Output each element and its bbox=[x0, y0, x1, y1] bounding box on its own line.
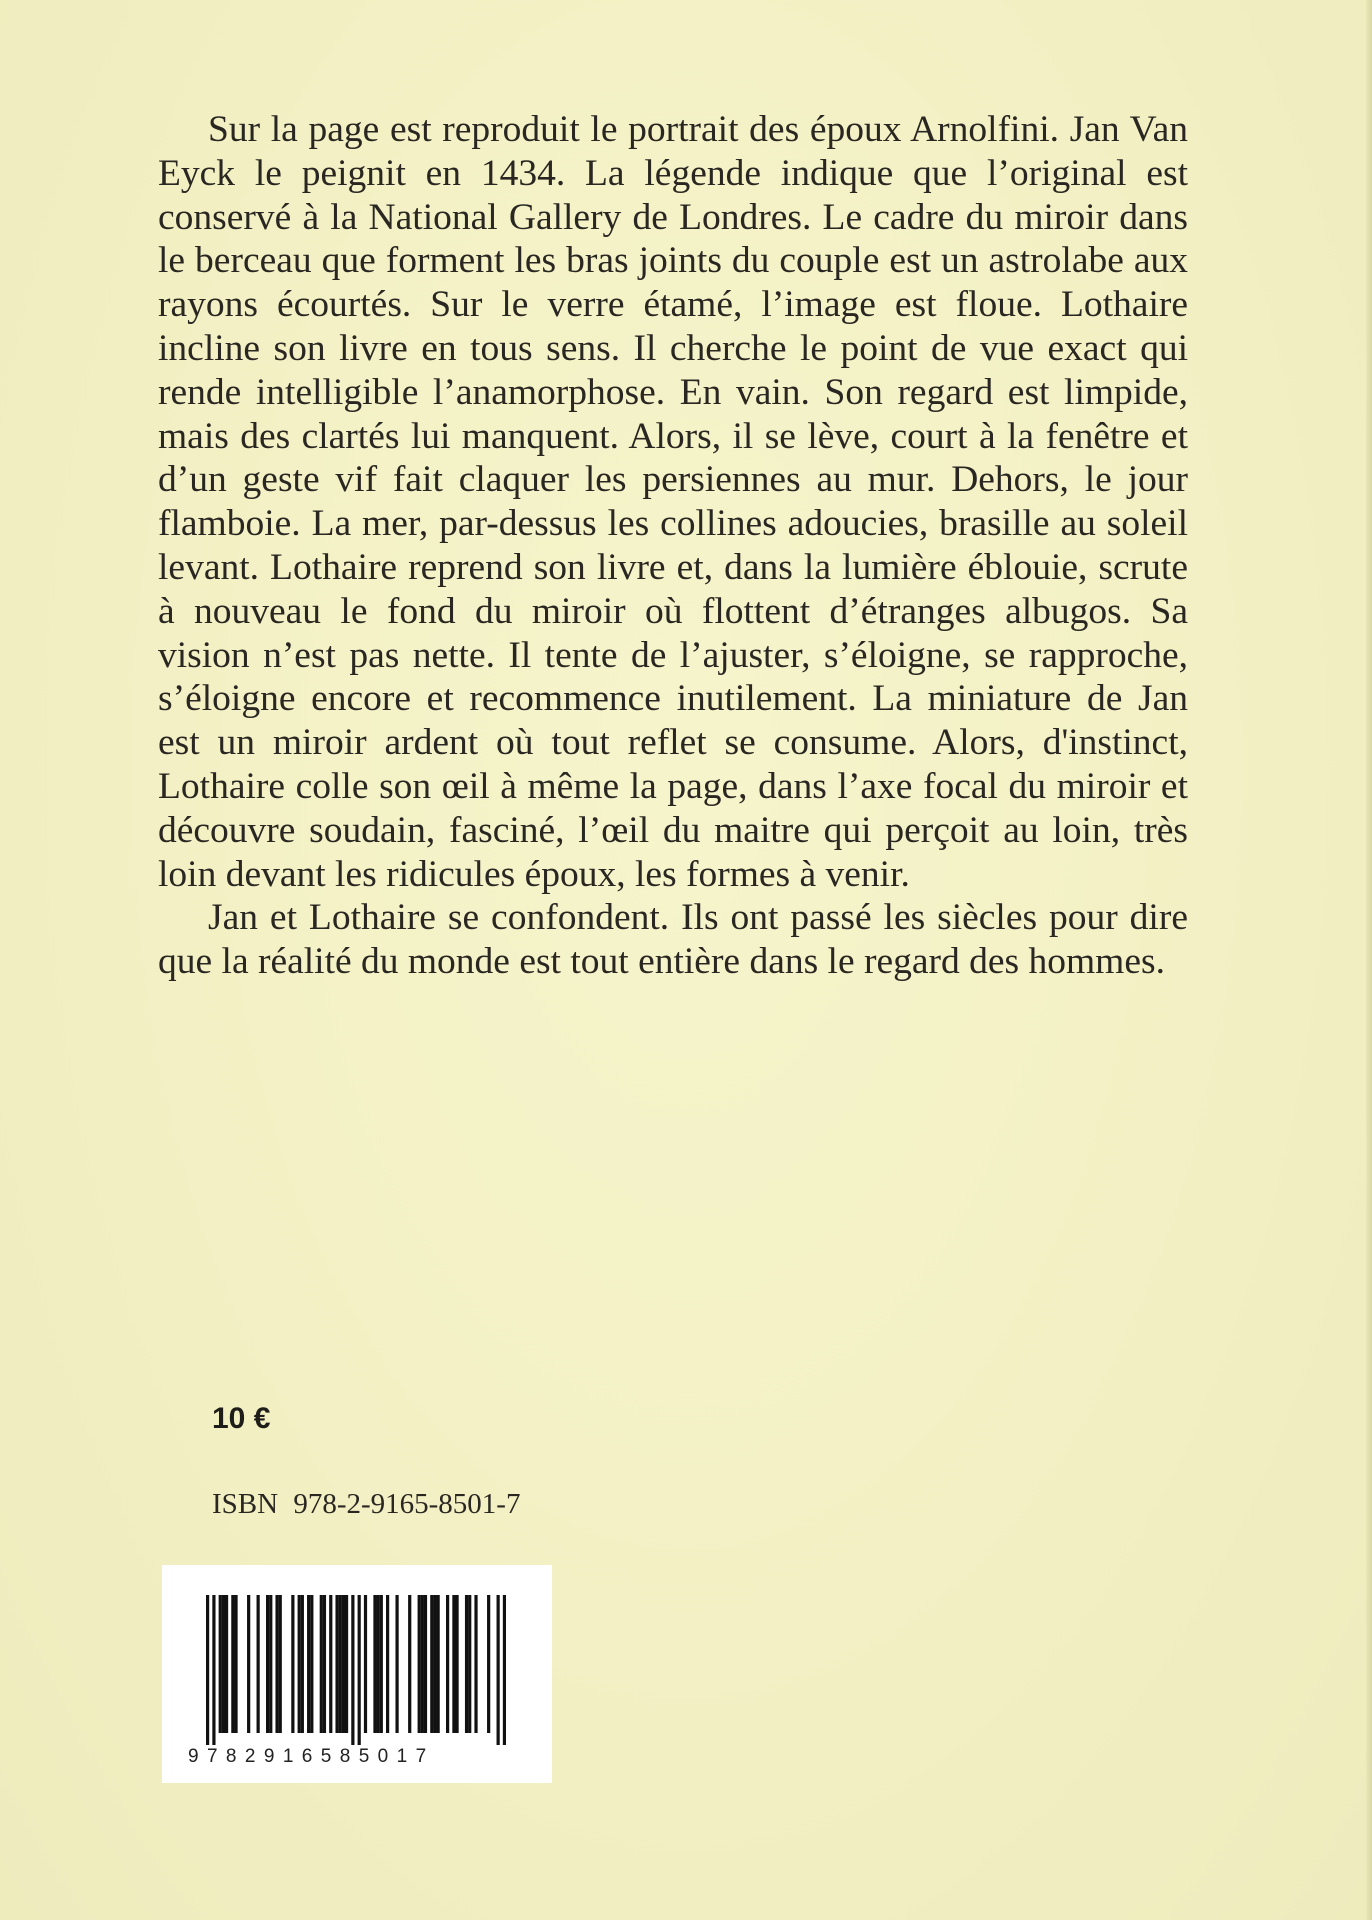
barcode-bar bbox=[358, 1595, 361, 1745]
barcode-bar bbox=[298, 1595, 301, 1733]
barcode-bar bbox=[339, 1595, 342, 1733]
barcode-bar bbox=[455, 1595, 458, 1733]
barcode-bar bbox=[421, 1595, 424, 1733]
barcode-bar bbox=[468, 1595, 471, 1733]
blurb-paragraph-1: Sur la page est reproduit le portrait des époux Arnolfini. Jan Van Eyck le peignit en 1434. La légende indique que l’original est conservé à la National Gallery de Londres. Le cadre du miroir dans le berceau que forment les bras joints du couple est un astrolabe aux rayons écourtés. Sur le verre étamé, l’image est floue. Lothaire incline son livre en tous sens. Il cherche le point de vue exact qui rende intelligible l’anamorphose. En vain. Son regard est limpide, mais des clartés lui manquent. Alors, il se lève, court à la fenêtre et d’un geste vif fait claquer les persiennes au mur. Dehors, le jour flamboie. La mer, par-dessus les collines adoucies, brasille au soleil levant. Lothaire reprend son livre et, dans la lumière éblouie, scrute à nouveau le fond du miroir où flottent d’étranges albugos. Sa vision n’est pas nette. Il tente de l’ajuster, s’éloigne, se rapproche, s’éloigne encore et recommence inutilement. La miniature de Jan est un miroir ardent où tout reflet se consume. Alors, d'instinct, Lothaire colle son œil à même la page, dans l’axe focal du miroir et découvre soudain, fasciné, l’œil du maitre qui perçoit au loin, très loin devant les ridicules époux, les formes à venir. bbox=[158, 109, 1188, 895]
isbn-label: ISBN 978-2-9165-8501-7 bbox=[212, 1488, 521, 1520]
barcode-bar bbox=[323, 1595, 326, 1733]
barcode-bar bbox=[408, 1595, 411, 1733]
barcode-bar bbox=[437, 1595, 440, 1733]
barcode-bar bbox=[503, 1595, 506, 1745]
barcode-bar bbox=[266, 1595, 269, 1733]
back-cover-blurb bbox=[158, 108, 1188, 984]
barcode-bar bbox=[335, 1595, 338, 1733]
barcode-bar bbox=[364, 1595, 367, 1733]
barcode-bar bbox=[301, 1595, 304, 1733]
barcode-bar bbox=[424, 1595, 427, 1733]
barcode-bar bbox=[279, 1595, 282, 1733]
barcode-bar bbox=[345, 1595, 348, 1733]
barcode-bar bbox=[395, 1595, 398, 1733]
barcode-bar bbox=[418, 1595, 421, 1733]
barcode-bar bbox=[373, 1595, 376, 1733]
barcode-bar bbox=[474, 1595, 477, 1733]
barcode-bar bbox=[275, 1595, 278, 1733]
price-label: 10 € bbox=[212, 1402, 271, 1435]
barcode-bar bbox=[269, 1595, 272, 1733]
barcode-bar bbox=[291, 1595, 294, 1733]
barcode-bar bbox=[430, 1595, 433, 1733]
barcode-bar bbox=[219, 1595, 222, 1733]
barcode-bar bbox=[234, 1595, 237, 1733]
barcode-image bbox=[206, 1595, 506, 1745]
barcode-bar bbox=[497, 1595, 500, 1745]
barcode-bar bbox=[386, 1595, 389, 1733]
barcode-bar bbox=[380, 1595, 383, 1733]
barcode-bar bbox=[377, 1595, 380, 1733]
barcode-bar bbox=[310, 1595, 313, 1733]
cover-edge bbox=[1366, 0, 1372, 1920]
barcode-bar bbox=[231, 1595, 234, 1733]
barcode-bar bbox=[487, 1595, 490, 1733]
barcode-panel bbox=[162, 1565, 552, 1783]
barcode-bar bbox=[206, 1595, 209, 1745]
barcode-bar bbox=[329, 1595, 332, 1733]
barcode-bar bbox=[351, 1595, 354, 1745]
barcode-bar bbox=[212, 1595, 215, 1745]
barcode-bar bbox=[465, 1595, 468, 1733]
blurb-paragraph-2: Jan et Lothaire se confondent. Ils ont passé les siècles pour dire que la réalité du monde est tout entière dans le regard des hommes. bbox=[158, 897, 1188, 983]
barcode-bar bbox=[320, 1595, 323, 1733]
barcode-bar bbox=[452, 1595, 455, 1733]
barcode-bar bbox=[257, 1595, 260, 1733]
barcode-bar bbox=[222, 1595, 225, 1733]
barcode-bar bbox=[225, 1595, 228, 1733]
barcode-bar bbox=[446, 1595, 449, 1733]
barcode-bar bbox=[342, 1595, 345, 1733]
barcode-bar bbox=[307, 1595, 310, 1733]
barcode-digits: 9782916585017 bbox=[188, 1746, 435, 1767]
barcode-bar bbox=[433, 1595, 436, 1733]
barcode-bar bbox=[247, 1595, 250, 1733]
